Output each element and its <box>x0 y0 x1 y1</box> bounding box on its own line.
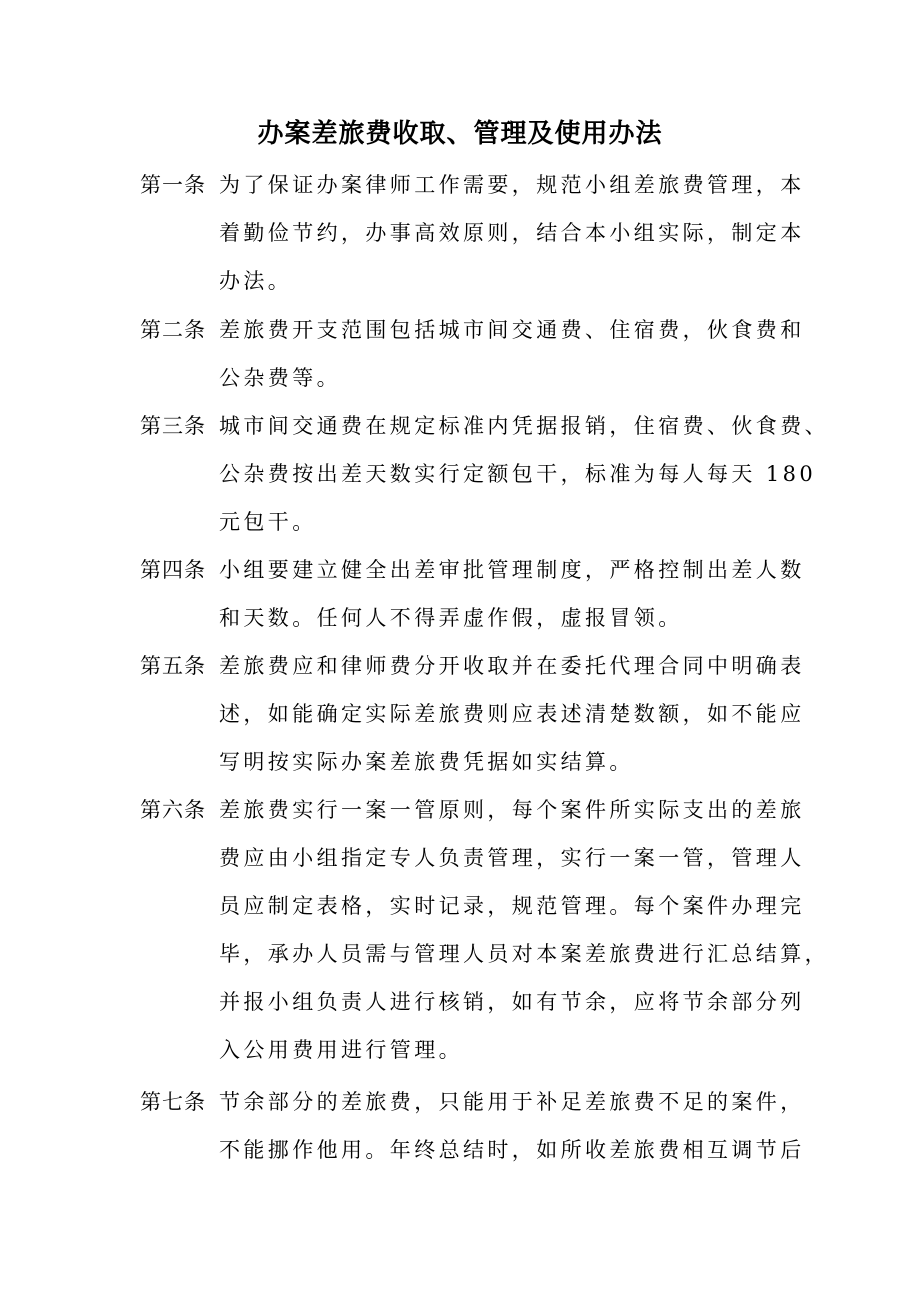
article-7 <box>140 1078 805 1174</box>
article-3 <box>140 402 829 546</box>
article-line: 城市间交通费在规定标准内凭据报销，住宿费、伙食费、 <box>219 414 829 438</box>
article-body <box>219 786 829 1074</box>
article-2 <box>140 306 805 402</box>
article-label: 第四条 <box>140 558 206 582</box>
article-line: 差旅费实行一案一管原则，每个案件所实际支出的差旅 <box>219 798 805 822</box>
article-body <box>219 546 805 642</box>
article-line: 述，如能确定实际差旅费则应表述清楚数额，如不能应 <box>219 702 805 726</box>
article-line: 并报小组负责人进行核销，如有节余，应将节余部分列 <box>219 990 805 1014</box>
article-label: 第三条 <box>140 414 206 438</box>
article-line: 员应制定表格，实时记录，规范管理。每个案件办理完 <box>219 894 805 918</box>
article-line: 元包干。 <box>219 510 317 534</box>
article-line: 办法。 <box>219 269 293 293</box>
article-line: 费应由小组指定专人负责管理，实行一案一管，管理人 <box>219 846 805 870</box>
article-label: 第五条 <box>140 654 206 678</box>
article-body <box>219 161 805 305</box>
article-line: 和天数。任何人不得弄虚作假，虚报冒领。 <box>219 606 683 630</box>
article-body <box>219 642 805 786</box>
article-line: 小组要建立健全出差审批管理制度，严格控制出差人数 <box>219 558 805 582</box>
article-4 <box>140 546 805 642</box>
article-line: 毕，承办人员需与管理人员对本案差旅费进行汇总结算， <box>219 942 829 966</box>
article-line: 公杂费按出差天数实行定额包干，标准为每人每天 180 <box>219 462 817 486</box>
document-title: 办案差旅费收取、管理及使用办法 <box>257 119 663 149</box>
article-line: 公杂费等。 <box>219 366 341 390</box>
article-body <box>219 1078 805 1174</box>
article-line: 着勤俭节约，办事高效原则，结合本小组实际，制定本 <box>219 221 805 245</box>
article-line: 节余部分的差旅费，只能用于补足差旅费不足的案件， <box>219 1090 805 1114</box>
article-line: 差旅费应和律师费分开收取并在委托代理合同中明确表 <box>219 654 805 678</box>
article-line: 入公用费用进行管理。 <box>219 1038 463 1062</box>
article-body <box>219 402 829 546</box>
article-label: 第七条 <box>140 1090 206 1114</box>
article-line: 差旅费开支范围包括城市间交通费、住宿费，伙食费和 <box>219 318 805 342</box>
article-6 <box>140 786 829 1074</box>
article-label: 第六条 <box>140 798 206 822</box>
article-line: 为了保证办案律师工作需要，规范小组差旅费管理，本 <box>219 173 805 197</box>
article-label: 第一条 <box>140 173 206 197</box>
article-body <box>219 306 805 402</box>
article-5 <box>140 642 805 786</box>
article-line: 写明按实际办案差旅费凭据如实结算。 <box>219 750 634 774</box>
article-1 <box>140 161 805 305</box>
article-label: 第二条 <box>140 318 206 342</box>
article-line: 不能挪作他用。年终总结时，如所收差旅费相互调节后 <box>219 1138 805 1162</box>
